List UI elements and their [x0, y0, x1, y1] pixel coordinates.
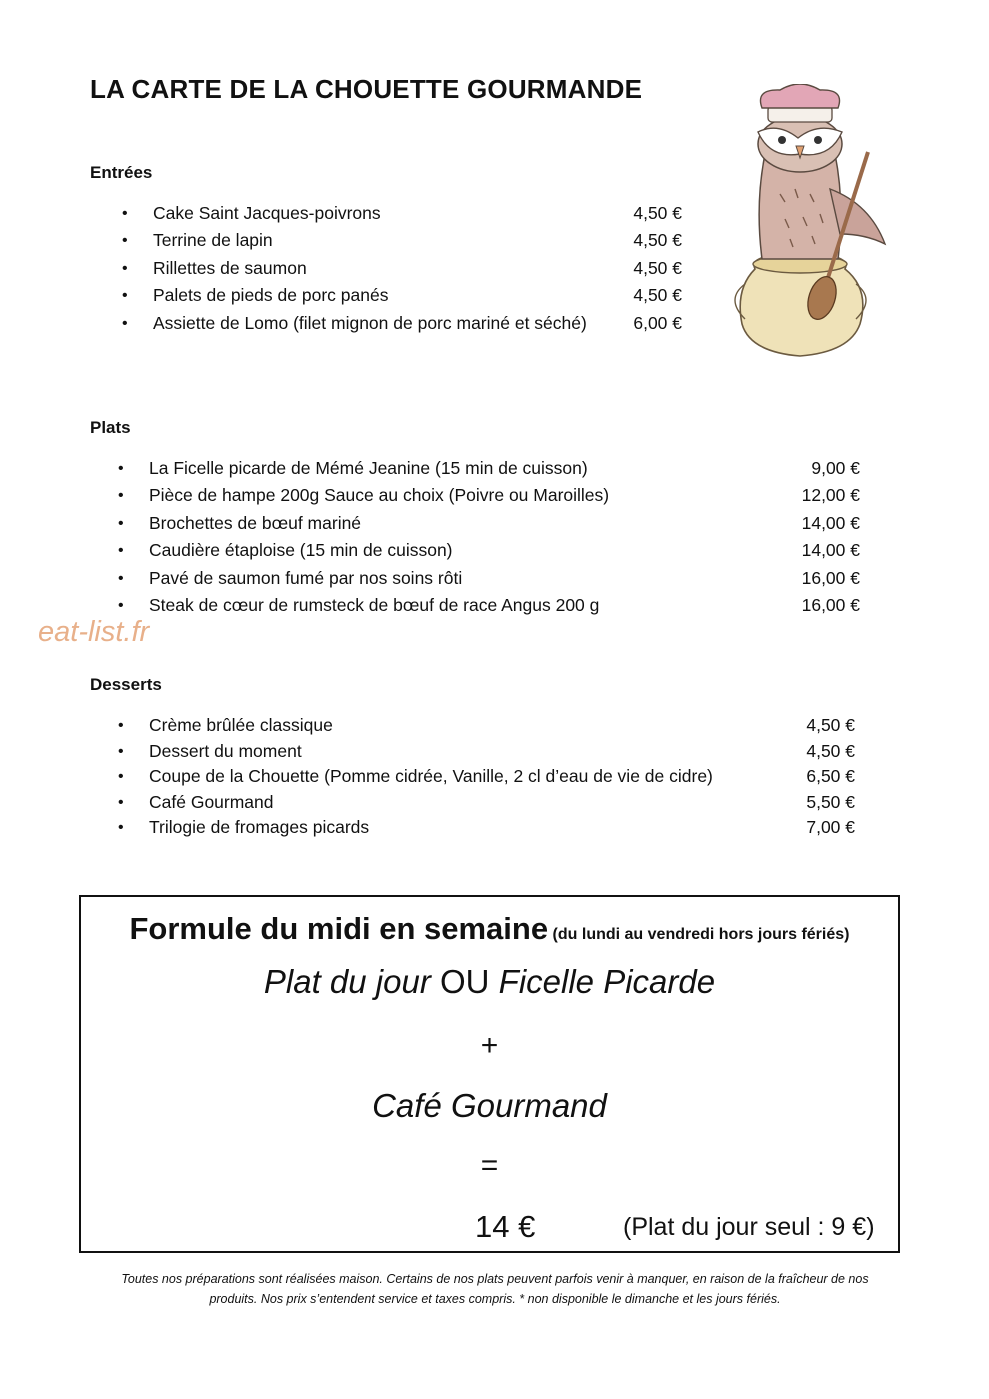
formule-subtitle: (du lundi au vendredi hors jours fériés) — [552, 926, 850, 943]
bullet-icon: • — [122, 259, 128, 277]
bullet-icon: • — [118, 819, 124, 836]
footer-line-2: produits. Nos prix s’entendent service et taxes compris. * non disponible le dimanche et les jours fériés. — [209, 1292, 781, 1306]
menu-item-name: Pièce de hampe 200g Sauce au choix (Poivre ou Maroilles) — [149, 485, 610, 506]
menu-item — [118, 537, 860, 564]
menu-item-price: 4,50 € — [633, 285, 682, 306]
menu-item — [118, 814, 855, 840]
entrees-list — [122, 200, 682, 337]
menu-item-name: Terrine de lapin — [153, 230, 273, 251]
menu-item-price: 4,50 € — [633, 230, 682, 251]
menu-item-name: Cake Saint Jacques-poivrons — [153, 203, 381, 223]
menu-item-price: 4,50 € — [806, 715, 855, 735]
bullet-icon: • — [118, 569, 124, 587]
bullet-icon: • — [122, 314, 128, 332]
menu-item-price: 6,00 € — [633, 312, 682, 333]
formule-title: Formule du midi en semaine — [129, 911, 549, 946]
menu-item-price: 14,00 € — [801, 540, 860, 561]
menu-item-name: Pavé de saumon fumé par nos soins rôti — [149, 567, 463, 588]
menu-item-name: Rillettes de saumon — [153, 257, 307, 278]
bullet-icon: • — [118, 742, 124, 760]
menu-item — [118, 592, 860, 619]
menu-item-name: Assiette de Lomo (filet mignon de porc mariné et séché) — [153, 312, 587, 333]
menu-item — [118, 455, 860, 482]
bullet-icon: • — [122, 205, 128, 222]
menu-item — [122, 200, 682, 227]
menu-item — [122, 255, 682, 282]
bullet-icon: • — [118, 460, 124, 477]
formule-note: (Plat du jour seul : 9 €) — [623, 1213, 875, 1241]
menu-item-name: Brochettes de bœuf mariné — [149, 512, 362, 533]
bullet-icon: • — [118, 768, 124, 785]
formule-dessert: Café Gourmand — [372, 1087, 607, 1124]
menu-item-name: Dessert du moment — [149, 740, 302, 761]
menu-item-price: 6,50 € — [806, 766, 855, 786]
menu-item-name: Caudière étaploise (15 min de cuisson) — [149, 540, 453, 561]
menu-title: LA CARTE DE LA CHOUETTE GOURMANDE — [90, 74, 643, 104]
formule-box — [79, 895, 900, 1253]
menu-item-price: 16,00 € — [801, 594, 860, 615]
menu-item-price: 4,50 € — [806, 740, 855, 761]
bullet-icon: • — [118, 596, 124, 614]
formule-equals: = — [480, 1149, 499, 1182]
bullet-icon: • — [122, 287, 128, 305]
option-ficelle: Ficelle Picarde — [498, 963, 716, 1000]
bullet-icon: • — [118, 542, 124, 560]
bullet-icon: • — [118, 514, 124, 532]
formule-options — [81, 963, 898, 1001]
plats-list — [118, 455, 860, 619]
owl-chef-icon — [700, 84, 900, 374]
footer-note — [80, 1269, 910, 1309]
menu-item-price: 7,00 € — [806, 817, 855, 837]
menu-item-price: 4,50 € — [633, 203, 682, 223]
menu-item — [118, 565, 860, 592]
menu-item-price: 4,50 € — [633, 257, 682, 278]
menu-item-name: Coupe de la Chouette (Pomme cidrée, Vanille, 2 cl d’eau de vie de cidre) — [149, 766, 713, 786]
watermark: eat-list.fr — [38, 616, 150, 648]
menu-item — [118, 789, 855, 815]
menu-item-price: 14,00 € — [801, 512, 860, 533]
menu-item — [118, 738, 855, 764]
desserts-list — [118, 712, 855, 840]
footer-line-1: Toutes nos préparations sont réalisées maison. Certains de nos plats peuvent parfois venir à manquer, en raison de la fraîcheur de nos — [121, 1272, 869, 1286]
menu-item-price: 12,00 € — [801, 485, 860, 506]
menu-item — [122, 227, 682, 254]
option-or: OU — [440, 963, 490, 1000]
bullet-icon: • — [118, 717, 124, 734]
formule-price: 14 € — [475, 1209, 536, 1244]
menu-item-name: Café Gourmand — [149, 791, 274, 812]
section-heading-desserts: Desserts — [90, 675, 162, 694]
menu-item-name: Trilogie de fromages picards — [149, 817, 370, 837]
menu-item — [118, 510, 860, 537]
menu-item-price: 16,00 € — [801, 567, 860, 588]
menu-item — [122, 310, 682, 337]
bullet-icon: • — [122, 232, 128, 250]
menu-item — [118, 712, 855, 738]
bullet-icon: • — [118, 487, 124, 505]
menu-item-price: 5,50 € — [806, 791, 855, 812]
formule-plus: + — [480, 1029, 499, 1062]
menu-item-name: Steak de cœur de rumsteck de bœuf de race Angus 200 g — [149, 594, 600, 615]
menu-item-price: 9,00 € — [811, 458, 860, 478]
section-heading-entrees: Entrées — [90, 163, 153, 182]
menu-item-name: Crème brûlée classique — [149, 715, 333, 735]
section-heading-plats: Plats — [90, 418, 131, 437]
menu-item — [118, 763, 855, 789]
formule-title-line — [81, 911, 898, 947]
menu-item — [118, 482, 860, 509]
menu-item-name: Palets de pieds de porc panés — [153, 285, 389, 306]
menu-item — [122, 282, 682, 309]
menu-item-name: La Ficelle picarde de Mémé Jeanine (15 min de cuisson) — [149, 458, 588, 478]
bullet-icon: • — [118, 793, 124, 811]
option-plat-du-jour: Plat du jour — [263, 963, 431, 1000]
